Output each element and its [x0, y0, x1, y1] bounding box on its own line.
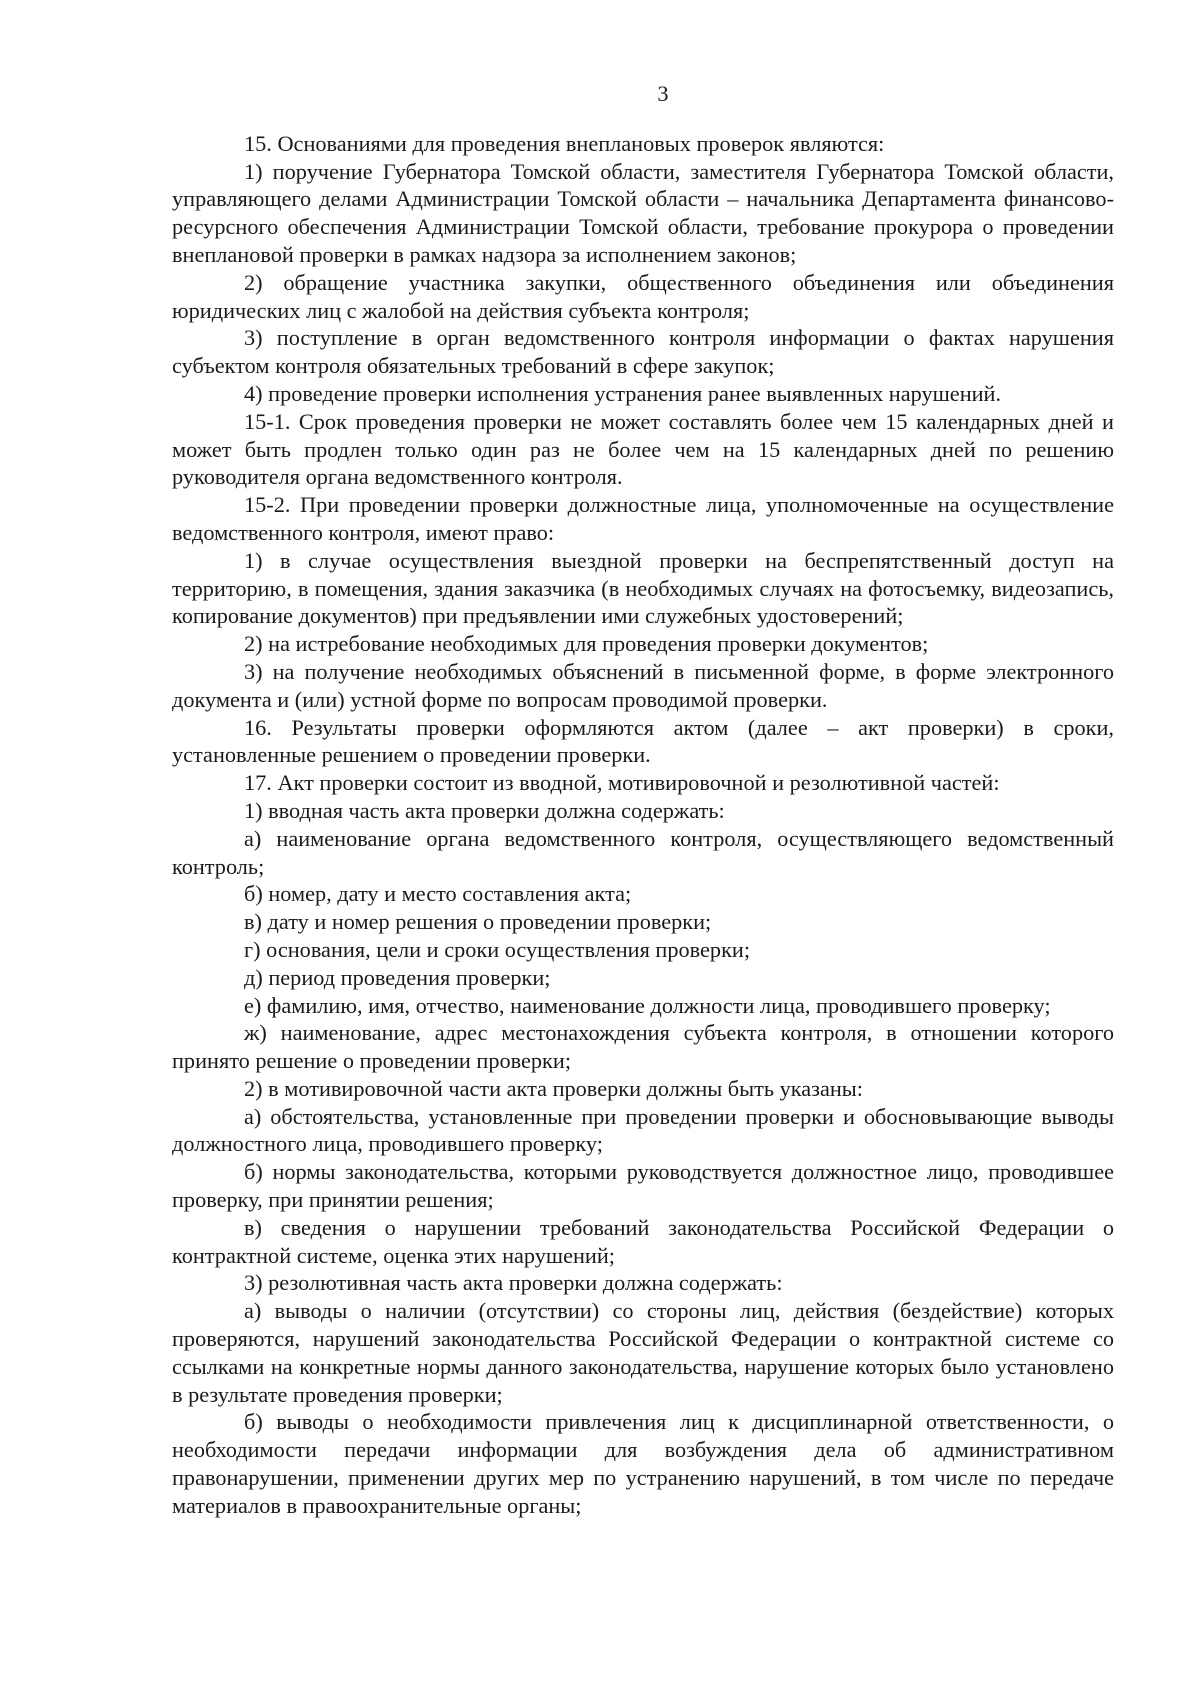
list-item-15-2-3: 3) на получение необходимых объяснений в письменной форме, в форме электронного документа и (или) устной форме по вопросам проводимой проверки.: [172, 658, 1114, 712]
sub-item-17-2-v: в) сведения о нарушении требований законодательства Российской Федерации о контрактной системе, оценка этих нарушений;: [172, 1214, 1114, 1268]
paragraph-16: 16. Результаты проверки оформляются актом (далее – акт проверки) в сроки, установленные решением о проведении проверки.: [172, 714, 1114, 768]
sub-item-17-1-d: д) период проведения проверки;: [244, 964, 551, 990]
list-item-15-2: 2) обращение участника закупки, общественного объединения или объединения юридических лиц с жалобой на действия субъекта контроля;: [172, 269, 1114, 323]
sub-item-17-1-b: б) номер, дату и место составления акта;: [244, 881, 632, 907]
list-item-15-4: 4) проведение проверки исполнения устранения ранее выявленных нарушений.: [244, 380, 1002, 406]
page-number: 3: [657, 81, 669, 106]
paragraph-15: 15. Основаниями для проведения внеплановых проверок являются:: [244, 130, 885, 156]
list-item-15-1: 1) поручение Губернатора Томской области, заместителя Губернатора Томской области, управляющего делами Администрации Томской области – начальника Департамента финансово-ресурсного обеспечения Администрации Томской области, требование прокурора о проведении внеплановой проверки в рамках надзора за исполнением законов;: [172, 158, 1114, 267]
list-item-15-2-2: 2) на истребование необходимых для проведения проверки документов;: [244, 631, 929, 657]
paragraph-15-2: 15-2. При проведении проверки должностные лица, уполномоченные на осуществление ведомственного контроля, имеют право:: [172, 492, 1114, 545]
sub-item-17-3-b: б) выводы о необходимости привлечения лиц к дисциплинарной ответственности, о необходимости передачи информации для возбуждения дела об административном правонарушении, применении других мер по устранению нарушений, в том числе по передаче материалов в правоохранительные органы;: [172, 1409, 1114, 1518]
list-item-17-1: 1) вводная часть акта проверки должна содержать:: [244, 797, 725, 823]
list-item-17-3: 3) резолютивная часть акта проверки должна содержать:: [244, 1270, 783, 1296]
sub-item-17-1-zh: ж) наименование, адрес местонахождения субъекта контроля, в отношении которого принято решение о проведении проверки;: [172, 1020, 1114, 1074]
sub-item-17-3-a: а) выводы о наличии (отсутствии) со стороны лиц, действия (бездействие) которых проверяются, нарушений законодательства Российской Федерации о контрактной системе со ссылками на конкретные нормы данного законодательства, нарушение которых было установлено в результате проведения проверки;: [172, 1298, 1114, 1407]
sub-item-17-2-b: б) нормы законодательства, которыми руководствуется должностное лицо, проводившее проверку, при принятии решения;: [172, 1159, 1114, 1213]
list-item-15-3: 3) поступление в орган ведомственного контроля информации о фактах нарушения субъектом контроля обязательных требований в сфере закупок;: [172, 325, 1114, 379]
sub-item-17-1-e: е) фамилию, имя, отчество, наименование должности лица, проводившего проверку;: [244, 992, 1051, 1018]
sub-item-17-1-a: а) наименование органа ведомственного контроля, осуществляющего ведомственный контроль;: [172, 825, 1114, 879]
list-item-17-2: 2) в мотивировочной части акта проверки должны быть указаны:: [244, 1075, 863, 1101]
sub-item-17-1-g: г) основания, цели и сроки осуществления проверки;: [244, 936, 751, 962]
sub-item-17-1-v: в) дату и номер решения о проведении проверки;: [244, 909, 712, 935]
paragraph-17: 17. Акт проверки состоит из вводной, мотивировочной и резолютивной частей:: [244, 770, 1000, 796]
paragraph-15-1: 15-1. Срок проведения проверки не может составлять более чем 15 календарных дней и может быть продлен только один раз не более чем на 15 календарных дней по решению руководителя органа ведомственного контроля.: [172, 408, 1114, 490]
list-item-15-2-1: 1) в случае осуществления выездной проверки на беспрепятственный доступ на территорию, в помещения, здания заказчика (в необходимых случаях на фотосъемку, видеозапись, копирование документов) при предъявлении ими служебных удостоверений;: [172, 547, 1114, 629]
sub-item-17-2-a: а) обстоятельства, установленные при проведении проверки и обосновывающие выводы должностного лица, проводившего проверку;: [172, 1103, 1114, 1157]
